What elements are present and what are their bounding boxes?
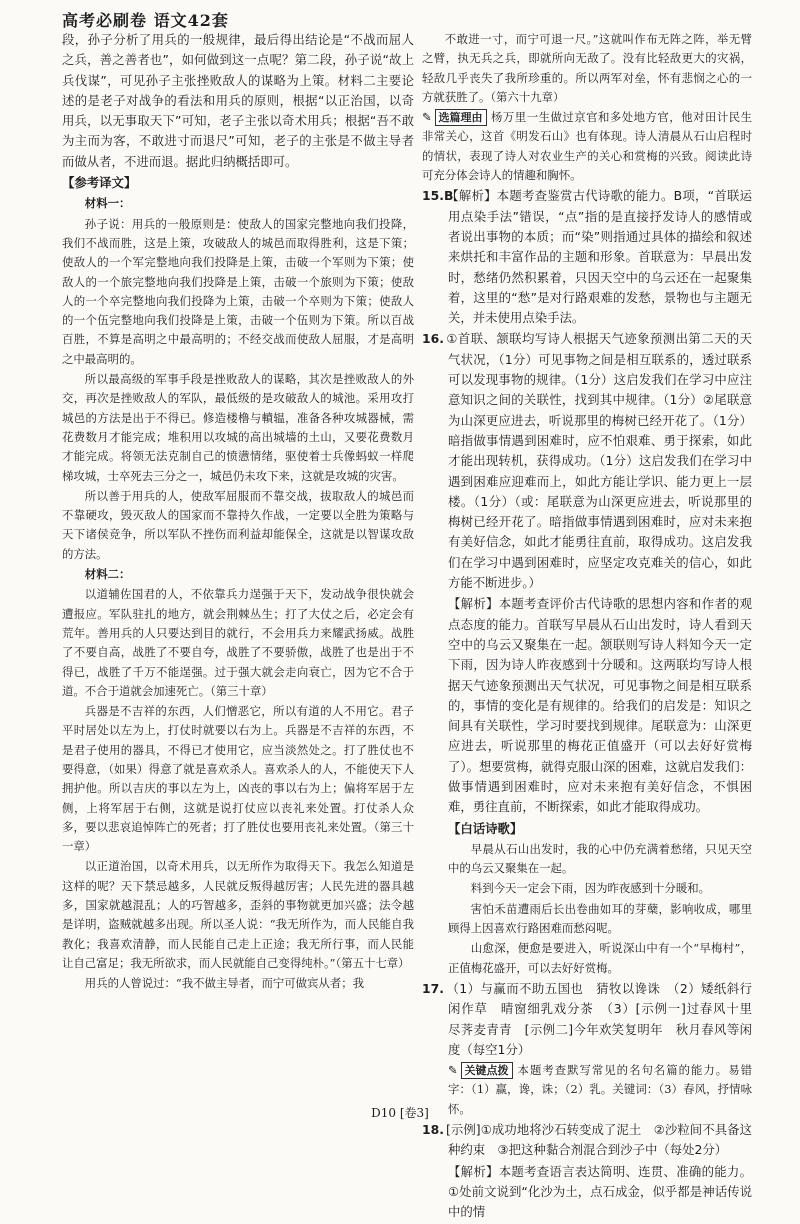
vernacular-poem-line: 料到今天一定会下雨，因为昨夜感到十分暖和。: [470, 881, 711, 896]
question-16: [422, 329, 752, 978]
material-two-paragraph: 用兵的人曾说过：“我不做主导者，而宁可做宾从者；我: [84, 976, 364, 991]
vernacular-poem-line: 山愈深，便愈是要进入，听说深山中有一个“早梅村”，正值梅花盛开，可以去好好赏梅。: [448, 941, 752, 975]
pen-icon: ✎: [422, 110, 432, 125]
material-one-paragraph: 所以最高级的军事手段是挫败敌人的谋略，其次是挫败敌人的外交，再次是挫败敌人的军队，最低级的是攻破敌人的城池。采用攻打城邑的方法是出于不得已。修造楼橹与轒辒，准备各种攻城器械，需花费数月才能完成；堆积用以攻城的高出城墙的土山，又要花费数月才能完成。将领无法克制自己的愤懑情绪，驱使着士兵像蚂蚁一样爬梯攻城，士卒死去三分之一，城邑仍未攻下来，这就是攻城的灾害。: [62, 372, 414, 483]
material-two-paragraph: 以道辅佐国君的人，不依靠兵力逞强于天下，发动战争很快就会遭报应。军队驻扎的地方，就会荆棘丛生；打了大仗之后，必定会有荒年。善用兵的人只要达到目的就行，不会用兵力来耀武扬威。战胜了不要自高，战胜了不要自夸，战胜了不要骄傲，战胜了也是出于不得已，战胜了千万不能逞强。过于强大就会走向衰亡，因为它不合于道。不合于道就会加速死亡。（第三十章）: [62, 587, 414, 698]
pen-icon: ✎: [448, 1063, 458, 1078]
material-two-title: 材料二：: [84, 567, 131, 582]
vernacular-poem-line: 害怕禾苗遭雨后长出卷曲如耳的芽蘖，影响收成，哪里顾得上因喜欢行路困难而愁闷呢。: [448, 901, 752, 936]
question-15-number: 15.B: [422, 188, 454, 204]
question-16-answer: ①首联、颔联均写诗人根据天气迹象预测出第二天的天气状况，（1分）可见事物之间是相互联系的，透过联系可以发现事物的规律。（1分）这启发我们在学习中应注意知识之间的关联性，找到其中规律。（1分）②尾联意为山深更应进去，听说那里的梅树已经开花了。（1分）暗指做事情遇到困难时，应不怕艰难、勇于探索，如此才能出现转机，获得成功。（1分）这启发我们在学习中遇到困难应迎难而上，如此方能让学识、能力更上一层楼。（1分）（或：尾联意为山深更应进去，听说那里的梅树已经开花了。暗指做事情遇到困难时，应对未来抱有美好信念，如此才能勇往直前，取得成功。这启发我们在学习中遇到困难时，应坚定攻克难关的信心，如此方能不断进步。）: [446, 331, 752, 591]
key-point-text: 本题考查默写常见的名句名篇的能力。易错字：（1）赢，谗，诛；（2）乳。关键词：（3）春风，抒情咏怀。: [448, 1063, 752, 1116]
translation-continued: 不敢进一寸，而宁可退一尺。”这就叫作布无阵之阵，举无臂之臂，执无兵之兵，即就所向无敌了。没有比轻敌更大的灾祸，轻敌几乎丧失了我所珍重的。所以两军对垒，怀有悲悯之心的一方就获胜了。（第六十九章）: [422, 32, 752, 104]
vernacular-poem-title: 【白话诗歌】: [448, 820, 523, 836]
vernacular-poem-line: 早晨从石山出发时，我的心中仍充满着愁绪，只见天空中的乌云又聚集在一起。: [448, 841, 752, 876]
intro-paragraph: 段，孙子分析了用兵的一般规律，最后得出结论是“不战而屈人之兵，善之善者也”，如何做到这一点呢？第二段，孙子说“故上兵伐谋”，可见孙子主张挫败敌人的谋略为上策。材料二主要论述的是老子对战争的看法和用兵的原则，根据“以正治国，以奇用兵，以无事取天下”可知，老子主张以奇术用兵；根据“吾不敢为主而为客，不敢进寸而退尺”可知，老子的主张是不做主导者而做从者，不进而退。据此归纳概括即可。: [62, 32, 414, 169]
left-column: [62, 30, 414, 995]
key-point-tag: 关键点拨: [461, 1062, 513, 1079]
question-17: [422, 979, 765, 1119]
material-one-paragraph: 所以善于用兵的人，使敌军屈服而不靠交战，拔取敌人的城邑而不靠硬攻，毁灭敌人的国家而不靠持久作战，一定要以全胜为策略与天下诸侯竞争，所以军队不挫伤而利益却能保全，这就是以智谋攻敌的方法。: [62, 488, 414, 561]
question-18-number: 18.: [422, 1122, 444, 1138]
question-15-analysis: 【解析】本题考查鉴赏古代诗歌的能力。B项，“首联运用点染手法”错误，“点”指的是直接抒发诗人的感情或者说出事物的本质；而“染”则指通过具体的描绘和叙述来烘托和丰富作品的主题和形象。首联意为：早晨出发时，愁绪仍然积累着，只因天空中的乌云还在一起聚集着，这里的“愁”是对行路艰难的发愁，景物也与主题无关，并未使用点染手法。: [446, 188, 752, 326]
page-header: 高考必刷卷 语文42套: [62, 11, 229, 30]
selection-reason-tag: 选篇理由: [435, 109, 487, 126]
question-17-answer: （1）与赢而不助五国也 猜牧以谗诛 （2）矮纸斜行闲作草 晴窗细乳戏分茶 （3）[示例一]过春风十里 尽荠麦青青 [示例二]今年欢笑复明年 秋月春风等闲度（每空1分）: [446, 980, 765, 1057]
question-18: [422, 1120, 752, 1222]
selection-reason-text: 杨万里一生做过京官和多处地方官，他对田计民生非常关心，这首《明发石山》也有体现。诗人清晨从石山启程时的情状，表现了诗人对农业生产的关心和赏梅的兴致。阅读此诗可充分体会诗人的情趣和胸怀。: [422, 110, 752, 183]
material-one-paragraph: 孙子说：用兵的一般原则是：使敌人的国家完整地向我们投降，我们不战而胜，这是上策，攻破敌人的城邑而取得胜利，这是下策；使敌人的一个军完整地向我们投降是上策，击破一个军则为下策；使敌人的一个旅完整地向我们投降是上策，击破一个旅则为下策；使敌人的一个卒完整地向我们投降为上策，击破一个卒则为下策；使敌人的一个伍完整地向我们投降是上策，击破一个伍则为下策。所以百战百胜，不算是高明之中最高明的；不经交战而使敌人屈服，才是高明之中最高明的。: [62, 216, 414, 366]
material-two-paragraph: 兵器是不吉祥的东西，人们憎恶它，所以有道的人不用它。君子平时居处以左为上，打仗时就要以右为上。兵器是不吉祥的东西，不是君子使用的器具，不得已才使用它，应当淡然处之。打了胜仗也不要得意，（如果）得意了就是喜欢杀人。喜欢杀人的人，不能使天下人拥护他。所以吉庆的事以左为上，凶丧的事以右为上；偏将军居于左侧，上将军居于右侧，这就是说打仗应以丧礼来处置。打仗杀人众多，要以悲哀追悼阵亡的死者；打了胜仗也要用丧礼来处置。（第三十一章）: [62, 704, 414, 854]
question-16-number: 16.: [422, 331, 444, 347]
question-16-analysis: 【解析】本题考查评价古代诗歌的思想内容和作者的观点态度的能力。首联写早晨从石山出发时，诗人看到天空中的乌云又聚集在一起。颔联则写诗人料知今天一定下雨，因为诗人昨夜感到十分暖和。这两联均写诗人根据天气迹象预测出天气状况，可见事物之间是相互联系的，事情的变化是有规律的。给我们的启发是：知识之间具有关联性，学习时要找到规律。尾联意为：山深更应进去，听说那里的梅花正值盛开（可以去好好赏梅了）。想要赏梅，就得克服山深的困难，这就启发我们：做事情遇到困难时，应对未来抱有美好信念，不惧困难，勇往直前，不断探索，如此才能取得成功。: [448, 596, 752, 815]
material-one-title: 材料一：: [84, 196, 131, 211]
question-18-analysis: 【解析】本题考查语言表达简明、连贯、准确的能力。①处前文说到“化沙为土，点石成金，似乎都是神话传说中的情: [448, 1163, 752, 1220]
reference-translation-title: 【参考译文】: [62, 175, 137, 191]
question-17-number: 17.: [422, 980, 444, 996]
page-footer: D10 [卷3]: [371, 1106, 429, 1120]
material-two-paragraph: 以正道治国，以奇术用兵，以无所作为取得天下。我怎么知道是这样的呢？天下禁忌越多，人民就反叛得越厉害；人民先进的器具越多，国家就越混乱；人的巧智越多，歪斜的事物就更加兴盛；法令越是详明，盗贼就越多出现。所以圣人说：“我无所作为，而人民能自我教化；我喜欢清静，而人民能自己走上正途；我无所行事，而人民能让自己富足；我无所欲求，而人民就能自己变得纯朴。”（第五十七章）: [62, 859, 414, 970]
selection-reason: [422, 108, 752, 185]
question-18-answer: [示例]①成功地将沙石转变成了泥土 ②沙粒间不具备这种约束 ③把这种黏合剂混合到沙子中（每处2分）: [446, 1122, 752, 1158]
right-column: [422, 30, 765, 1224]
question-15: [422, 186, 752, 328]
